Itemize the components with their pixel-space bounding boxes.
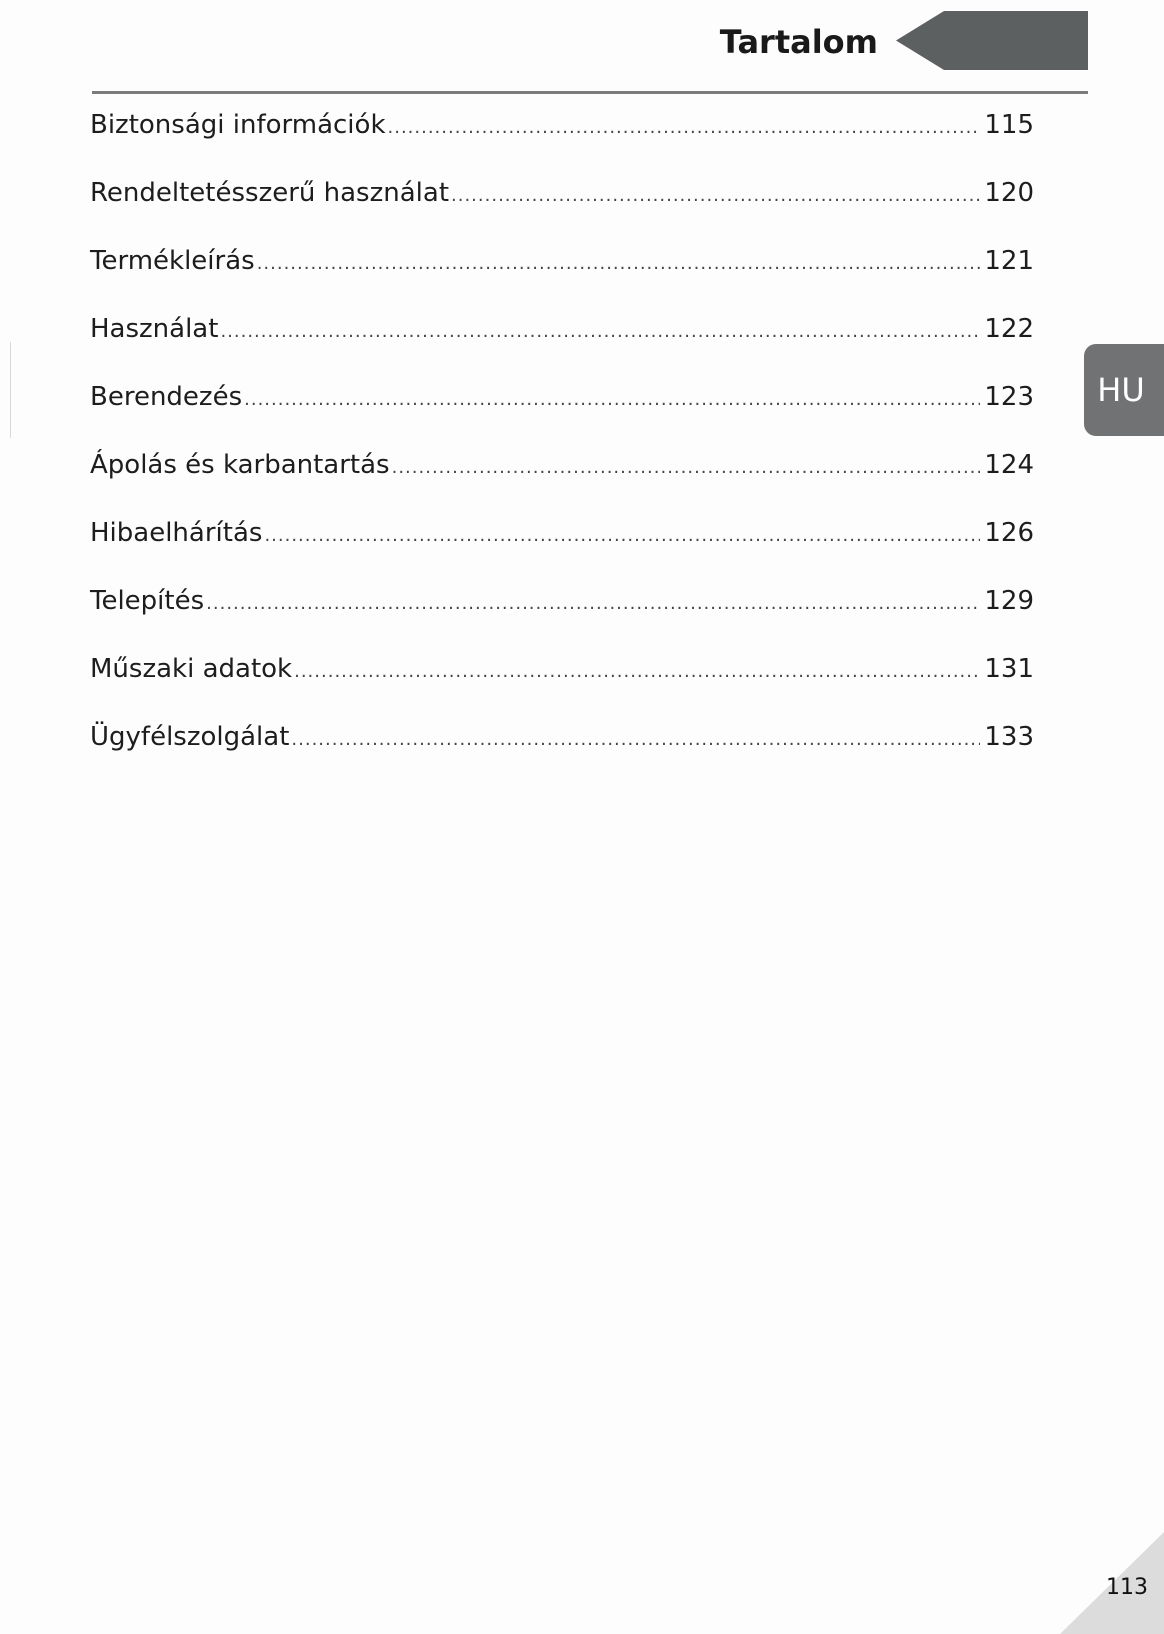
toc-entry-customer-service[interactable] xyxy=(90,714,1034,782)
toc-entry-page: 133 xyxy=(984,722,1034,752)
toc-entry-technical-data[interactable] xyxy=(90,646,1034,714)
page-number: 113 xyxy=(1106,1575,1148,1600)
binding-edge-mark xyxy=(10,342,11,438)
toc-entry-installation[interactable] xyxy=(90,578,1034,646)
toc-entry-label: Telepítés xyxy=(90,586,205,616)
toc-entry-intended-use[interactable] xyxy=(90,170,1034,238)
toc-entry-page: 115 xyxy=(984,110,1034,140)
toc-entry-label: Használat xyxy=(90,314,219,344)
toc-entry-label: Ápolás és karbantartás xyxy=(90,450,390,480)
toc-entry-page: 129 xyxy=(984,586,1034,616)
toc-entry-page: 124 xyxy=(984,450,1034,480)
dot-leader xyxy=(294,649,980,695)
dot-leader xyxy=(388,105,981,151)
toc-entry-troubleshooting[interactable] xyxy=(90,510,1034,578)
toc-entry-page: 123 xyxy=(984,382,1034,412)
dot-leader xyxy=(257,241,981,287)
toc-entry-product-description[interactable] xyxy=(90,238,1034,306)
dot-leader xyxy=(264,513,980,559)
toc-entry-page: 122 xyxy=(984,314,1034,344)
toc-entry-label: Rendeltetésszerű használat xyxy=(90,178,450,208)
page-title: Tartalom xyxy=(719,23,878,61)
toc-entry-page: 126 xyxy=(984,518,1034,548)
toc-entry-usage[interactable] xyxy=(90,306,1034,374)
table-of-contents xyxy=(90,102,1034,782)
language-tab: HU xyxy=(1084,344,1164,436)
toc-entry-label: Biztonsági információk xyxy=(90,110,386,140)
toc-entry-label: Ügyfélszolgálat xyxy=(90,722,290,752)
toc-entry-label: Berendezés xyxy=(90,382,243,412)
toc-entry-care-maintenance[interactable] xyxy=(90,442,1034,510)
toc-entry-label: Termékleírás xyxy=(90,246,255,276)
dot-leader xyxy=(244,377,980,423)
dot-leader xyxy=(451,173,980,219)
toc-entry-label: Műszaki adatok xyxy=(90,654,293,684)
header-divider xyxy=(92,91,1088,94)
dot-leader xyxy=(392,445,981,491)
dot-leader xyxy=(291,717,980,763)
title-flag-shape xyxy=(896,11,1088,70)
toc-entry-safety[interactable] xyxy=(90,102,1034,170)
dot-leader xyxy=(206,581,980,627)
dot-leader xyxy=(220,309,980,355)
toc-entry-page: 120 xyxy=(984,178,1034,208)
toc-entry-label: Hibaelhárítás xyxy=(90,518,263,548)
toc-entry-equipment[interactable] xyxy=(90,374,1034,442)
toc-entry-page: 121 xyxy=(984,246,1034,276)
toc-entry-page: 131 xyxy=(984,654,1034,684)
